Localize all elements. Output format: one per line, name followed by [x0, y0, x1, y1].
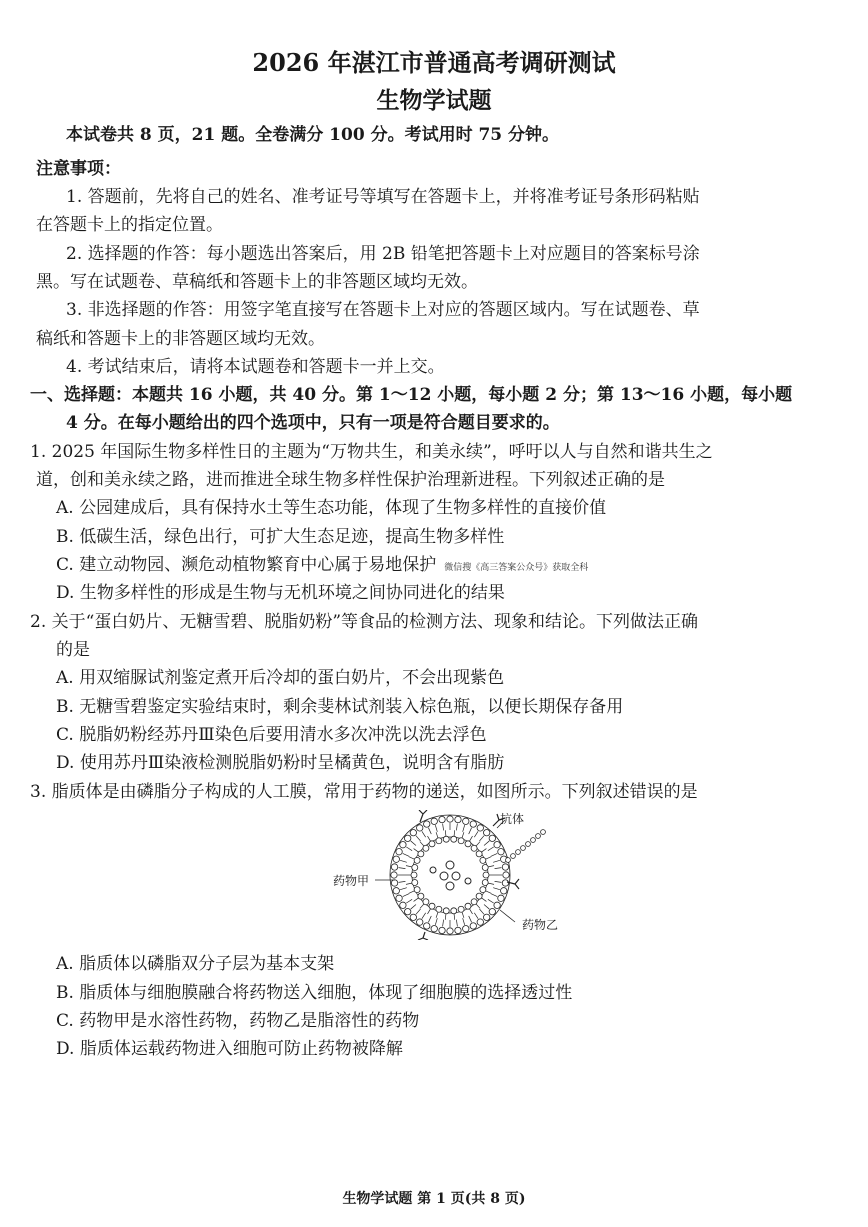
q3-option-b: B. 脂质体与细胞膜融合将药物送入细胞，体现了细胞膜的选择透过性: [56, 983, 573, 1003]
exam-title: 2026 年湛江市普通高考调研测试: [252, 48, 616, 77]
note-3a: 3. 非选择题的作答：用签字笔直接写在答题卡上对应的答题区域内。写在试题卷、草: [66, 300, 700, 320]
q2-option-d: D. 使用苏丹Ⅲ染液检测脱脂奶粉时呈橘黄色，说明含有脂肪: [56, 753, 505, 773]
q1-stem: 1. 2025 年国际生物多样性日的主题为“万物共生，和美永续”，呼吁以人与自然和谐共生之: [30, 442, 713, 462]
q2-stem-cont: 的是: [56, 640, 90, 660]
note-1b: 在答题卡上的指定位置。: [36, 215, 223, 235]
q2-option-a: A. 用双缩脲试剂鉴定煮开后冷却的蛋白奶片，不会出现紫色: [56, 668, 505, 688]
q3-option-c: C. 药物甲是水溶性药物，药物乙是脂溶性的药物: [56, 1011, 420, 1031]
page-footer: 生物学试题 第 1 页(共 8 页): [342, 1191, 526, 1207]
label-drug-b: 药物乙: [522, 918, 559, 932]
q1-option-b: B. 低碳生活，绿色出行，可扩大生态足迹，提高生物多样性: [56, 527, 505, 547]
note-4: 4. 考试结束后，请将本试题卷和答题卡一并上交。: [66, 357, 445, 377]
liposome-diagram: [325, 810, 565, 940]
label-drug-a: 药物甲: [333, 874, 370, 888]
q3-option-a: A. 脂质体以磷脂双分子层为基本支架: [56, 954, 335, 974]
drug-b-chain: [506, 830, 546, 863]
phospholipid-bilayer: [390, 815, 510, 935]
label-antibody: 抗体: [500, 812, 525, 826]
q3-stem: 3. 脂质体是由磷脂分子构成的人工膜，常用于药物的递送，如图所示。下列叙述错误的是: [30, 782, 698, 802]
note-3b: 稿纸和答题卡上的非答题区域均无效。: [36, 329, 325, 349]
q1-option-c-text: C. 建立动物园、濒危动植物繁育中心属于易地保护: [56, 555, 437, 575]
q3-option-d: D. 脂质体运载药物进入细胞可防止药物被降解: [56, 1039, 403, 1059]
section-1-heading: 一、选择题：本题共 16 小题，共 40 分。第 1～12 小题，每小题 2 分；第 13～16 小题，每小题: [30, 385, 793, 405]
q1-option-c: [56, 554, 588, 579]
watermark-note: 微信搜《高三答案公众号》获取全科: [444, 563, 589, 573]
note-1a: 1. 答题前，先将自己的姓名、准考证号等填写在答题卡上，并将准考证号条形码粘贴: [66, 187, 700, 207]
q2-option-c: C. 脱脂奶粉经苏丹Ⅲ染色后要用清水多次冲洗以洗去浮色: [56, 725, 487, 745]
q2-option-b: B. 无糖雪碧鉴定实验结束时，剩余斐林试剂装入棕色瓶，以便长期保存备用: [56, 697, 624, 717]
section-1-heading-cont: 4 分。在每小题给出的四个选项中，只有一项是符合题目要求的。: [66, 413, 560, 433]
note-2a: 2. 选择题的作答：每小题选出答案后，用 2B 铅笔把答题卡上对应题目的答案标号涂: [66, 244, 700, 264]
q1-stem-cont: 道，创和美永续之路，进而推进全球生物多样性保护治理新进程。下列叙述正确的是: [36, 470, 665, 490]
q1-option-d: D. 生物多样性的形成是生物与无机环境之间协同进化的结果: [56, 583, 505, 603]
notes-heading: 注意事项：: [36, 159, 121, 179]
subject-title: 生物学试题: [376, 87, 492, 114]
note-2b: 黑。写在试题卷、草稿纸和答题卡上的非答题区域均无效。: [36, 272, 478, 292]
q1-option-a: A. 公园建成后，具有保持水土等生态功能，体现了生物多样性的直接价值: [56, 498, 607, 518]
exam-info: 本试卷共 8 页，21 题。全卷满分 100 分。考试用时 75 分钟。: [66, 125, 560, 145]
inner-heads: [411, 836, 489, 914]
drug-a-particles: [430, 861, 471, 890]
q2-stem: 2. 关于“蛋白奶片、无糖雪碧、脱脂奶粉”等食品的检测方法、现象和结论。下列做法正确: [30, 612, 699, 632]
